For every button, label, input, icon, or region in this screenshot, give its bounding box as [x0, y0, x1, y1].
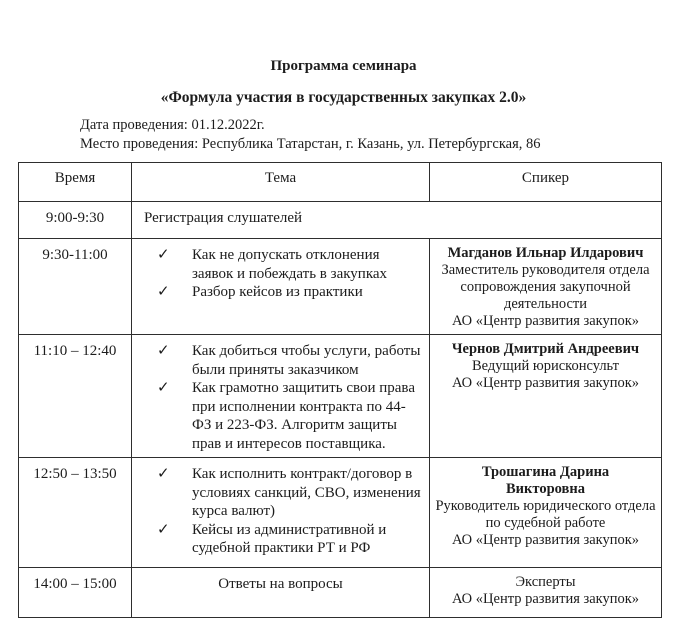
schedule-header-row — [19, 163, 662, 202]
column-header-topic: Тема — [132, 163, 430, 202]
event-meta — [80, 116, 687, 154]
speaker-org: АО «Центр развития закупок» — [451, 591, 640, 607]
topic-item — [132, 465, 425, 521]
topics-cell — [132, 335, 430, 458]
speaker-cell — [430, 458, 662, 568]
column-header-speaker: Спикер — [430, 163, 662, 202]
speaker-name: Чернов Дмитрий Андреевич — [451, 341, 640, 357]
seminar-subtitle: «Формула участия в государственных закупках 2.0» — [160, 89, 527, 106]
time-cell: 12:50 – 13:50 — [19, 458, 132, 568]
schedule-row-session-2 — [19, 335, 662, 458]
topic-text: Как добиться чтобы услуги, работы были приняты заказчиком — [192, 343, 421, 378]
time-cell: 14:00 – 15:00 — [19, 568, 132, 618]
topic-text: Разбор кейсов из практики — [192, 284, 363, 300]
venue-line: Место проведения: Республика Татарстан, г. Казань, ул. Петербургская, 86 — [80, 136, 541, 152]
date-line: Дата проведения: 01.12.2022г. — [80, 117, 265, 133]
speaker-role: Ведущий юрисконсульт — [472, 358, 619, 374]
time-cell: 9:00-9:30 — [19, 202, 132, 239]
check-icon: ✓ — [157, 466, 170, 482]
speaker-role: Заместитель руководителя отдела сопровождения закупочной деятельности — [441, 262, 650, 312]
topic-item — [132, 342, 425, 379]
speaker-cell — [430, 335, 662, 458]
topics-cell — [132, 458, 430, 568]
activity-cell: Ответы на вопросы — [132, 568, 430, 618]
schedule-row-qa — [19, 568, 662, 618]
speaker-org: АО «Центр развития закупок» — [451, 375, 640, 391]
topic-text: Как исполнить контракт/договор в условиях санкций, СВО, изменения курса валют) — [192, 466, 421, 519]
topic-text: Как грамотно защитить свои права при исполнении контракта по 44-ФЗ и 223-ФЗ. Алгоритм защиты прав и интересов поставщика. — [192, 380, 415, 452]
speaker-name: Трошагина Дарина Викторовна — [481, 464, 610, 497]
schedule-table — [18, 162, 662, 618]
check-icon: ✓ — [157, 521, 170, 538]
schedule-row-session-1 — [19, 239, 662, 335]
topic-item — [132, 283, 425, 302]
speaker-role: Руководитель юридического отдела по судебной работе — [435, 498, 656, 531]
time-cell: 9:30-11:00 — [19, 239, 132, 335]
topic-item — [132, 246, 425, 283]
page-title: Программа семинара — [270, 58, 417, 74]
topic-text: Кейсы из административной и судебной практики РТ и РФ — [192, 521, 387, 556]
topic-item — [132, 521, 425, 558]
speaker-cell — [430, 239, 662, 335]
topic-text: Как не допускать отклонения заявок и побеждать в закупках — [192, 247, 388, 282]
schedule-row-registration — [19, 202, 662, 239]
speaker-cell — [430, 568, 662, 618]
check-icon: ✓ — [157, 247, 170, 263]
activity-cell: Регистрация слушателей — [132, 202, 662, 239]
speaker-name: Магданов Ильнар Илдарович — [447, 245, 644, 261]
topic-item — [132, 379, 425, 453]
check-icon: ✓ — [157, 284, 170, 300]
time-cell: 11:10 – 12:40 — [19, 335, 132, 458]
check-icon: ✓ — [157, 380, 170, 396]
column-header-time: Время — [19, 163, 132, 202]
topics-cell — [132, 239, 430, 335]
speaker-org: АО «Центр развития закупок» — [451, 532, 640, 548]
schedule-row-session-3 — [19, 458, 662, 568]
document-header — [0, 0, 687, 107]
check-icon: ✓ — [157, 343, 170, 359]
speaker-org: АО «Центр развития закупок» — [451, 313, 640, 329]
speaker-role: Эксперты — [515, 574, 576, 590]
